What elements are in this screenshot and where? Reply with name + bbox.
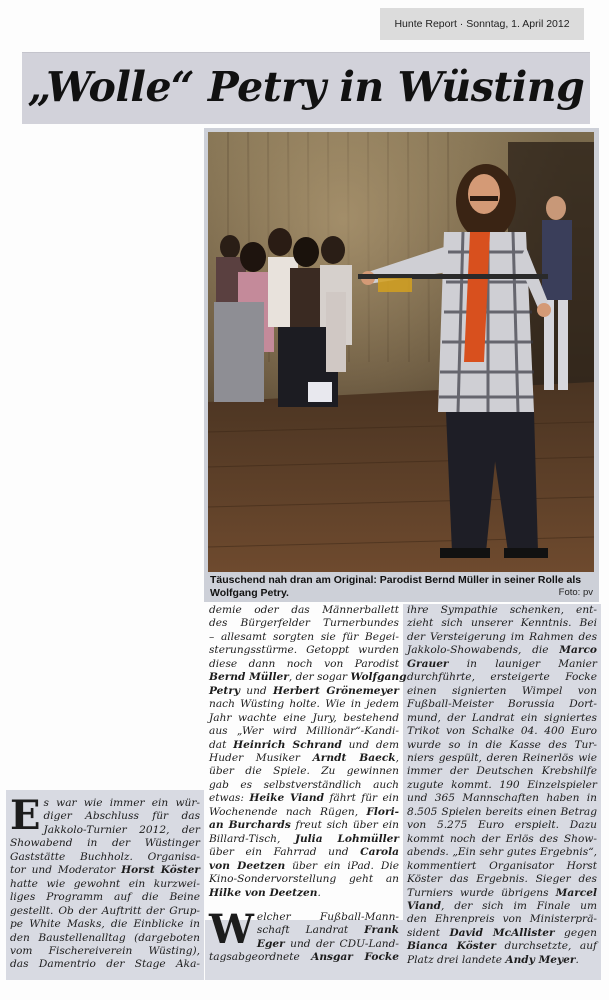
text-line: abends. „Ein sehr gutes Ergebnis“, [407, 846, 597, 859]
text-line: immer der Deutschen Krebshilfe [407, 765, 597, 778]
text-line: der Versteigerung im Rahmen des [407, 630, 597, 643]
text-line: 8.505 Spielen bereits einen Betrag [407, 805, 597, 818]
text-line: von Deetzen über ein iPad. Die [209, 859, 399, 872]
text-line: den Ehrenpreis von Ministerprä- [407, 913, 597, 926]
headline-bar [22, 52, 590, 124]
text-line: demie oder das Männerballett [209, 604, 399, 616]
text-line: Gaststätte Buchholz. Organisa- [10, 850, 200, 863]
text-line: hatte wie gewohnt ein kurzwei- [10, 877, 200, 890]
text-line: über ein Fahrrad und Carola [209, 846, 399, 859]
text-line: und 365 Mannschaften haben in [407, 792, 597, 805]
text-line: Jahr wachte eine Jury, bestehend [209, 711, 399, 724]
text-line: niers gespült, deren Reinerlös wie [407, 751, 597, 764]
text-line: des Bürgerfelder Turnerbundes [209, 617, 399, 630]
text-line: elcher Fußball-Mann- [256, 910, 399, 923]
drop-cap: E [10, 792, 41, 839]
text-line: Grauer in launiger Manier [407, 657, 597, 670]
text-line: Kino-Sondervorstellung geht an [209, 873, 399, 886]
text-line: tor und Moderator Horst Köster [10, 864, 200, 877]
text-line: wurde so in die Kasse des Tur- [407, 738, 597, 751]
text-line: Bianca Köster durchsetzte, auf [407, 940, 597, 953]
text-line: über die Spiele. Zu gewinnen [209, 765, 399, 778]
drop-cap: W [209, 905, 254, 953]
text-line: liges Programm auf die Beine [10, 891, 200, 904]
text-line: Jakkolo-Turnier 2012, der [43, 823, 200, 836]
article-column-3 [407, 604, 597, 967]
text-line: zugute kommt. 190 Einzelspieler [407, 778, 597, 791]
text-line: Viand, der sich im Finale um [407, 899, 597, 912]
text-line: s war wie immer ein wür- [43, 797, 200, 809]
text-line: diese dann noch von Parodist [209, 657, 399, 670]
text-line: einen signierten Wimpel von [407, 684, 597, 697]
photo-caption: Täuschend nah dran am Original: Parodist Bernd Müller in seiner Rolle als Wolfgang Petry. [210, 574, 582, 599]
text-line: kommentiert Organisator Horst [407, 859, 597, 872]
text-line: Platz drei landete Andy Meyer. [407, 953, 579, 966]
text-line: etwas: Heike Viand fährt für ein [209, 792, 399, 805]
text-line: nach Wüsting holte. Wie in jedem [209, 698, 399, 711]
text-line: tagsabgeordnete Ansgar Focke [209, 951, 399, 964]
article-photo [208, 132, 594, 572]
text-line: Huder Musiker Arndt Baeck, [209, 751, 399, 764]
photo-frame [204, 128, 599, 602]
photo-credit: Foto: pv [558, 587, 593, 598]
headline: „Wolle“ Petry in Wüsting [27, 63, 585, 111]
text-line: Eger und der CDU-Land- [256, 937, 399, 950]
text-line: Hilke von Deetzen. [209, 886, 321, 899]
text-line: sident David McAllister gegen [407, 926, 597, 939]
text-line: Petry und Herbert Grönemeyer [209, 684, 399, 697]
text-line: vom Fischereiverein Wüsting), [10, 944, 200, 957]
article-column-1 [10, 792, 200, 972]
text-line: sterungsstürme. Getoppt wurden [209, 644, 399, 657]
text-line: zieht sich unserer Kenntnis. Bei [407, 617, 597, 630]
text-line: Turniers wurde übrigens Marcel [407, 886, 597, 899]
text-line: gab es selbstverständlich auch [209, 778, 399, 791]
text-line: kommt noch der Erlös des Show- [407, 832, 597, 845]
text-line: Billard-Tisch, Julia Lohmüller [209, 832, 399, 845]
dateline: Hunte Report · Sonntag, 1. April 2012 [380, 8, 584, 40]
text-line: diger Abschluss für das [43, 810, 200, 823]
text-line: Jakkolo-Showabends, die Marco [407, 644, 597, 657]
text-line: ihre Sympathie schenken, ent- [407, 604, 597, 616]
text-line: dat Heinrich Schrand und dem [209, 738, 399, 751]
text-line: mund, der Landrat ein signiertes [407, 711, 597, 724]
text-line: Trikot von Schalke 04. 400 Euro [407, 725, 597, 738]
text-line: durchführte, ersteigerte Focke [407, 671, 597, 684]
text-line: Wochenende nach Rügen, Flori- [209, 805, 399, 818]
text-line: schaft Landrat Frank [256, 924, 399, 937]
text-line: Fußball-Meister Borussia Dort- [407, 698, 597, 711]
text-line: Köster das Ergebnis. Sieger des [407, 873, 597, 886]
text-line: – allesamt sorgten sie für Begei- [209, 630, 399, 643]
text-line: an Burchards freut sich über ein [209, 819, 399, 832]
text-line: Bernd Müller, der sogar Wolfgang [209, 671, 407, 684]
article-column-2 [209, 604, 407, 965]
text-line: von 5.275 Euro erspielt. Dazu [407, 819, 597, 832]
text-line: aus „Wer wird Millionär“-Kandi- [209, 725, 399, 738]
text-line: pe White Masks, die Einblicke in [10, 918, 200, 931]
text-line: das Damentrio der Stage Aka- [10, 958, 200, 971]
text-line: Showabend in der Wüstinger [10, 837, 200, 850]
text-line: den Baustellenalltag (dargeboten [10, 931, 200, 944]
text-line: gestellt. Ob der Auftritt der Grup- [10, 904, 200, 917]
